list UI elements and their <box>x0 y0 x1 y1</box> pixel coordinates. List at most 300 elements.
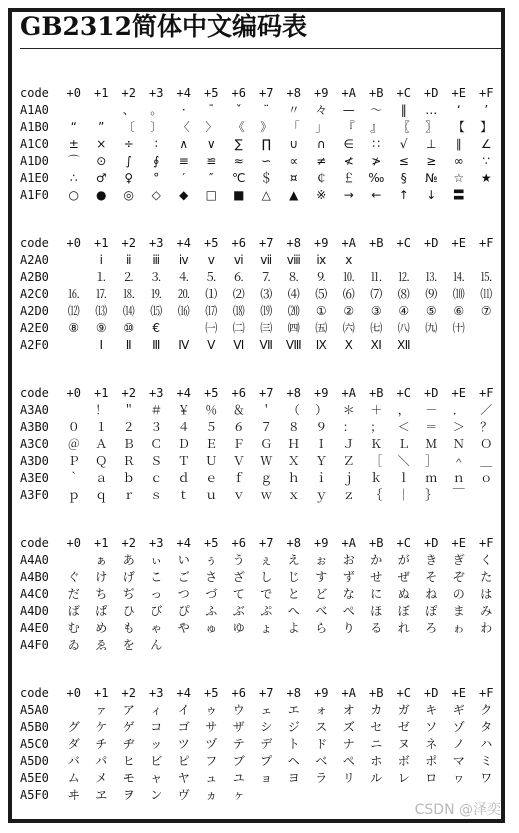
row-code-label: A1D0 <box>20 154 49 168</box>
char-cell: ヒ <box>122 754 135 768</box>
offset-header-cell: +E <box>451 236 466 250</box>
char-cell: ぃ <box>150 553 163 567</box>
char-cell: Ｐ <box>67 454 80 468</box>
char-cell: Ｋ <box>370 437 383 451</box>
offset-header-cell: +4 <box>176 236 191 250</box>
offset-header-cell: +7 <box>259 536 274 550</box>
char-cell <box>473 252 501 269</box>
char-cell: ¤ <box>289 171 298 185</box>
offset-header-cell: +2 <box>121 236 136 250</box>
char-cell: ⑾ <box>480 287 493 301</box>
char-cell: ° <box>153 171 160 185</box>
offset-header-cell: +B <box>369 236 384 250</box>
offset-header-cell: +5 <box>204 236 219 250</box>
char-cell: ′ <box>182 171 186 185</box>
char-cell: ＝ <box>425 420 438 434</box>
char-cell: ゃ <box>150 621 163 635</box>
char-cell: ∠ <box>480 137 492 151</box>
row-code-label: A4A0 <box>20 553 49 567</box>
char-cell: ビ <box>150 754 163 768</box>
char-cell: ず <box>342 570 355 584</box>
row-code-label: A3D0 <box>20 454 49 468</box>
offset-header-cell: +0 <box>66 86 81 100</box>
char-cell: ヲ <box>122 788 135 802</box>
char-cell: シ <box>260 720 273 734</box>
char-cell <box>390 252 418 269</box>
char-cell <box>390 787 418 804</box>
table-row <box>20 586 500 603</box>
header-row <box>20 535 500 552</box>
char-cell: ゾ <box>452 720 465 734</box>
char-cell: 「 <box>287 120 300 134</box>
char-cell: ヱ <box>95 788 108 802</box>
char-cell: Ⅸ <box>315 338 327 352</box>
table-row <box>20 252 500 269</box>
char-cell: 『 <box>342 120 355 134</box>
char-cell <box>473 320 501 337</box>
char-cell: と <box>287 587 300 601</box>
offset-header-cell: +5 <box>204 536 219 550</box>
row-code-label: A5F0 <box>20 788 49 802</box>
char-cell: ｄ <box>177 471 190 485</box>
row-code-label: A1B0 <box>20 120 49 134</box>
char-cell: ＆ <box>232 403 245 417</box>
char-cell: ⅶ <box>260 253 273 267</box>
char-cell: ｔ <box>177 488 190 502</box>
offset-header-cell: +0 <box>66 686 81 700</box>
char-cell: ｋ <box>370 471 383 485</box>
char-cell: れ <box>397 621 410 635</box>
char-cell: ∞ <box>453 154 464 168</box>
row-code-label: A2D0 <box>20 304 49 318</box>
char-cell <box>445 637 473 654</box>
char-cell: Ⅷ <box>285 338 302 352</box>
char-cell: ★ <box>480 171 492 185</box>
offset-header-cell: +6 <box>231 536 246 550</box>
char-cell: べ <box>315 604 328 618</box>
char-cell: ぉ <box>315 553 328 567</box>
char-cell: □ <box>205 188 217 202</box>
char-cell: ㈩ <box>452 321 465 335</box>
row-code-label: A5B0 <box>20 720 49 734</box>
offset-header-cell: +6 <box>231 386 246 400</box>
char-cell: は <box>480 587 493 601</box>
char-cell: エ <box>287 703 300 717</box>
offset-header-cell: +D <box>424 386 439 400</box>
char-cell: ば <box>67 604 80 618</box>
char-cell: の <box>452 587 465 601</box>
code-header-cell: code <box>20 236 49 250</box>
char-cell: そ <box>425 570 438 584</box>
char-cell: ⒋ <box>177 270 190 284</box>
char-cell: ” <box>98 120 105 134</box>
char-cell: ＋ <box>370 403 383 417</box>
char-cell: デ <box>260 737 273 751</box>
char-cell: み <box>480 604 493 618</box>
page-title: GB2312简体中文编码表 <box>20 12 308 41</box>
char-cell: ギ <box>452 703 465 717</box>
char-cell: ③ <box>370 304 382 318</box>
char-cell: だ <box>67 587 80 601</box>
char-cell <box>363 637 391 654</box>
char-cell <box>390 637 418 654</box>
char-cell: ∴ <box>69 171 78 185</box>
char-cell: に <box>370 587 383 601</box>
table-row <box>20 470 500 487</box>
char-cell: Ⅳ <box>178 338 190 352</box>
char-cell: ∽ <box>261 154 272 168</box>
table-row <box>20 119 500 136</box>
char-cell: ㈡ <box>232 321 245 335</box>
char-cell: ２ <box>122 420 135 434</box>
char-cell: ⊙ <box>96 154 107 168</box>
char-cell: ピ <box>177 754 190 768</box>
row-code-label: A4F0 <box>20 638 49 652</box>
char-cell: さ <box>205 570 218 584</box>
char-cell: ア <box>122 703 135 717</box>
char-cell <box>308 787 336 804</box>
char-cell: ク <box>480 703 493 717</box>
char-cell: １ <box>95 420 108 434</box>
table-row <box>20 487 500 504</box>
char-cell <box>418 637 446 654</box>
char-cell: ｝ <box>425 488 438 502</box>
char-cell: ⒌ <box>205 270 218 284</box>
char-cell: チ <box>95 737 108 751</box>
char-cell: ／ <box>480 403 493 417</box>
char-cell: ⑴ <box>205 287 218 301</box>
char-cell: ょ <box>260 621 273 635</box>
char-cell: ゲ <box>122 720 135 734</box>
offset-header-cell: +3 <box>149 86 164 100</box>
char-cell: ＊ <box>342 403 355 417</box>
char-cell: ⅵ <box>233 253 244 267</box>
row-code-label: A2E0 <box>20 321 49 335</box>
char-cell: ハ <box>480 737 493 751</box>
char-cell: ⅸ <box>316 253 327 267</box>
char-cell: ⑺ <box>370 287 383 301</box>
char-cell: ← <box>371 188 382 202</box>
char-cell: ㈧ <box>397 321 410 335</box>
char-cell: Ⅵ <box>233 338 245 352</box>
char-cell: ④ <box>398 304 410 318</box>
char-cell: モ <box>122 771 135 785</box>
char-cell: ⑶ <box>260 287 273 301</box>
row-code-label: A5A0 <box>20 703 49 717</box>
char-cell <box>308 637 336 654</box>
char-cell <box>473 637 501 654</box>
offset-header-cell: +8 <box>286 86 301 100</box>
char-cell: を <box>122 638 135 652</box>
char-cell: よ <box>287 621 300 635</box>
char-cell: つ <box>177 587 190 601</box>
code-block-table <box>20 235 500 354</box>
char-cell: で <box>260 587 273 601</box>
char-cell: ⒓ <box>397 270 410 284</box>
char-cell: ぇ <box>260 553 273 567</box>
char-cell: ヴ <box>177 788 190 802</box>
char-cell: Ｓ <box>150 454 163 468</box>
char-cell: § <box>400 171 407 185</box>
char-cell: ⑻ <box>397 287 410 301</box>
char-cell: ◇ <box>151 188 161 202</box>
char-cell: ⑿ <box>67 304 80 318</box>
char-cell: ｜ <box>397 488 410 502</box>
table-row <box>20 136 500 153</box>
char-cell: ☆ <box>453 171 465 185</box>
char-cell: ＄ <box>260 171 273 185</box>
char-cell: ∫ <box>125 154 132 168</box>
row-code-label: A5C0 <box>20 737 49 751</box>
char-cell: ‘ <box>456 103 461 117</box>
char-cell: ～ <box>370 103 383 117</box>
char-cell: ∮ <box>153 154 160 168</box>
char-cell: ど <box>315 587 328 601</box>
char-cell: ， <box>397 403 410 417</box>
char-cell: ∝ <box>289 154 299 168</box>
char-cell: 〕 <box>150 120 163 134</box>
char-cell: ≯ <box>371 154 382 168</box>
char-cell: 〈 <box>177 120 190 134</box>
char-cell: ゑ <box>95 638 108 652</box>
offset-header-cell: +E <box>451 536 466 550</box>
char-cell <box>198 637 226 654</box>
char-cell: ム <box>67 771 80 785</box>
char-cell: い <box>177 553 190 567</box>
char-cell: Ｔ <box>177 454 190 468</box>
char-cell: ⑼ <box>425 287 438 301</box>
offset-header-cell: +F <box>479 686 494 700</box>
char-cell: ０ <box>67 420 80 434</box>
char-cell: ≥ <box>426 154 437 168</box>
offset-header-cell: +2 <box>121 536 136 550</box>
char-cell: ↑ <box>398 188 409 202</box>
char-cell: ぅ <box>205 553 218 567</box>
row-code-label: A4B0 <box>20 570 49 584</box>
char-cell: ト <box>287 737 300 751</box>
char-cell: ヅ <box>205 737 218 751</box>
char-cell: ⒆ <box>260 304 273 318</box>
char-cell: ご <box>177 570 190 584</box>
offset-header-cell: +A <box>341 236 356 250</box>
offset-header-cell: +E <box>451 86 466 100</box>
char-cell: ⒂ <box>150 304 163 318</box>
char-cell: 〓 <box>452 188 465 202</box>
offset-header-cell: +9 <box>314 536 329 550</box>
table-row <box>20 153 500 170</box>
row-code-label: A2B0 <box>20 270 49 284</box>
table-row <box>20 702 500 719</box>
char-cell: ⅷ <box>286 253 301 267</box>
code-block-table <box>20 535 500 654</box>
char-cell: ン <box>150 788 163 802</box>
char-cell: ″ <box>209 171 214 185</box>
offset-header-cell: +C <box>396 536 411 550</box>
char-cell: ˇ <box>235 103 242 117</box>
char-cell: ぬ <box>397 587 410 601</box>
char-cell: め <box>95 621 108 635</box>
char-cell <box>253 637 281 654</box>
code-header-cell: code <box>20 386 49 400</box>
char-cell: ８ <box>287 420 300 434</box>
char-cell: ヨ <box>287 771 300 785</box>
char-cell: Ｚ <box>342 454 355 468</box>
char-cell: Ｑ <box>95 454 108 468</box>
char-cell: カ <box>370 703 383 717</box>
char-cell: ｃ <box>150 471 163 485</box>
char-cell: ！ <box>95 403 108 417</box>
table-row <box>20 187 500 204</box>
char-cell: ペ <box>342 754 355 768</box>
char-cell: ひ <box>122 604 135 618</box>
char-cell: ウ <box>232 703 245 717</box>
char-cell: ⒁ <box>122 304 135 318</box>
offset-header-cell: +F <box>479 386 494 400</box>
char-cell: ゎ <box>452 621 465 635</box>
offset-header-cell: +1 <box>94 236 109 250</box>
char-cell: ｓ <box>150 488 163 502</box>
char-cell: 、 <box>122 103 135 117</box>
char-cell: ｈ <box>287 471 300 485</box>
char-cell: な <box>342 587 355 601</box>
char-cell: ◎ <box>123 188 134 202</box>
char-cell: ぎ <box>452 553 465 567</box>
row-code-label: A3E0 <box>20 471 49 485</box>
offset-header-cell: +3 <box>149 386 164 400</box>
char-cell: ⒉ <box>122 270 135 284</box>
char-cell: ： <box>342 420 355 434</box>
char-cell: Ｂ <box>122 437 135 451</box>
char-cell: ｉ <box>315 471 328 485</box>
offset-header-cell: +3 <box>149 236 164 250</box>
char-cell: ュ <box>205 771 218 785</box>
char-cell: ゼ <box>397 720 410 734</box>
char-cell: っ <box>150 587 163 601</box>
char-cell: ざ <box>232 570 245 584</box>
table-row <box>20 286 500 303</box>
char-cell: ル <box>370 771 383 785</box>
offset-header-cell: +D <box>424 86 439 100</box>
char-cell: ⑷ <box>287 287 300 301</box>
offset-header-cell: +F <box>479 536 494 550</box>
char-cell: む <box>67 621 80 635</box>
char-cell: ⒘ <box>95 287 108 301</box>
char-cell: ミ <box>480 754 493 768</box>
char-cell: る <box>370 621 383 635</box>
char-cell: ぜ <box>397 570 410 584</box>
char-cell: ＠ <box>67 437 80 451</box>
char-cell: ｘ <box>287 488 300 502</box>
char-cell: ユ <box>232 771 245 785</box>
row-code-label: A5D0 <box>20 754 49 768</box>
char-cell: Ｃ <box>150 437 163 451</box>
char-cell: ㈥ <box>342 321 355 335</box>
char-cell: 」 <box>315 120 328 134</box>
char-cell: Ｏ <box>480 437 493 451</box>
char-cell: ブ <box>232 754 245 768</box>
row-code-label: A1C0 <box>20 137 49 151</box>
char-cell: ｑ <box>95 488 108 502</box>
char-cell: ａ <box>95 471 108 485</box>
offset-header-cell: +7 <box>259 86 274 100</box>
char-cell: ② <box>343 304 355 318</box>
offset-header-cell: +7 <box>259 236 274 250</box>
table-row <box>20 637 500 654</box>
char-cell: ≤ <box>398 154 409 168</box>
row-code-label: A4C0 <box>20 587 49 601</box>
char-cell: ｚ <box>342 488 355 502</box>
char-cell: ∶ <box>154 137 158 151</box>
table-row <box>20 719 500 736</box>
char-cell: ソ <box>425 720 438 734</box>
char-cell: わ <box>480 621 493 635</box>
char-cell: づ <box>205 587 218 601</box>
char-cell <box>88 102 116 119</box>
char-cell: ㈠ <box>205 321 218 335</box>
char-cell: Ｄ <box>177 437 190 451</box>
table-row <box>20 102 500 119</box>
char-cell: Ｆ <box>232 437 245 451</box>
char-cell: ⑤ <box>425 304 437 318</box>
char-cell: オ <box>342 703 355 717</box>
char-cell: 〉 <box>205 120 218 134</box>
offset-header-cell: +6 <box>231 236 246 250</box>
offset-header-cell: +C <box>396 236 411 250</box>
offset-header-cell: +E <box>451 386 466 400</box>
char-cell: あ <box>122 553 135 567</box>
char-cell: ド <box>315 737 328 751</box>
char-cell <box>473 187 501 204</box>
char-cell: ＾ <box>452 454 465 468</box>
char-cell: ろ <box>425 621 438 635</box>
char-cell: （ <box>287 403 300 417</box>
char-cell: ｌ <box>397 471 410 485</box>
char-cell: ４ <box>177 420 190 434</box>
row-code-label: A5E0 <box>20 771 49 785</box>
char-cell: ロ <box>425 771 438 785</box>
char-cell: ホ <box>370 754 383 768</box>
char-cell: ニ <box>370 737 383 751</box>
char-cell: № <box>425 171 438 185</box>
char-cell: ヶ <box>232 788 245 802</box>
char-cell: ヰ <box>67 788 80 802</box>
char-cell: ⑦ <box>480 304 492 318</box>
table-row <box>20 320 500 337</box>
offset-header-cell: +3 <box>149 536 164 550</box>
row-code-label: A3B0 <box>20 420 49 434</box>
char-cell: ｎ <box>452 471 465 485</box>
offset-header-cell: +C <box>396 86 411 100</box>
char-cell: ∷ <box>372 137 381 151</box>
char-cell: → <box>343 188 354 202</box>
char-cell: ⒈ <box>95 270 108 284</box>
char-cell: ⒎ <box>260 270 273 284</box>
char-cell: 』 <box>370 120 383 134</box>
char-cell: ふ <box>205 604 218 618</box>
char-cell: し <box>260 570 273 584</box>
char-cell: ∧ <box>179 137 189 151</box>
offset-header-cell: +4 <box>176 86 191 100</box>
char-cell: ⑸ <box>315 287 328 301</box>
char-cell: ベ <box>315 754 328 768</box>
char-cell: ⒕ <box>452 270 465 284</box>
char-cell: ⑹ <box>342 287 355 301</box>
char-cell: ． <box>452 403 465 417</box>
char-cell: ゆ <box>232 621 245 635</box>
char-cell: キ <box>425 703 438 717</box>
row-code-label: A3C0 <box>20 437 49 451</box>
char-cell: ◆ <box>179 188 189 202</box>
